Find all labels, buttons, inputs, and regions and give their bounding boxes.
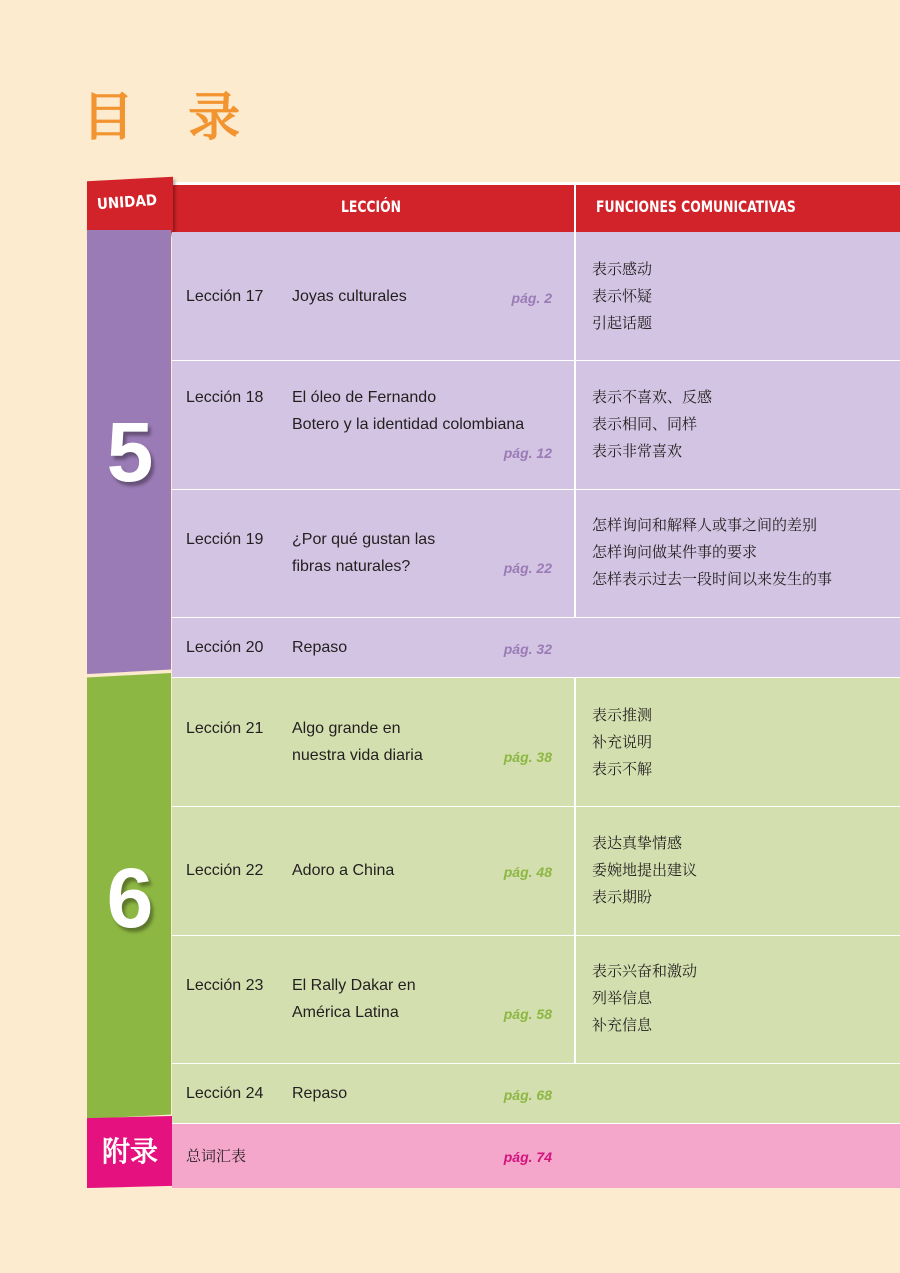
function-item: 表示相同、同样 [592, 415, 698, 433]
page-reference[interactable]: pág. 32 [503, 641, 552, 657]
page-reference[interactable]: pág. 22 [503, 560, 552, 576]
function-item: 怎样表示过去一段时间以来发生的事 [592, 570, 833, 588]
lesson-title-line2: América Latina [292, 1004, 399, 1021]
function-item: 表示不喜欢、反感 [592, 388, 713, 406]
function-item: 表示期盼 [592, 888, 653, 906]
lesson-number: Lección 23 [186, 977, 264, 994]
lesson-title: El Rally Dakar en [292, 977, 416, 994]
page-reference[interactable]: pág. 74 [503, 1149, 552, 1165]
communicative-functions [592, 512, 832, 593]
function-item: 表示怀疑 [592, 287, 653, 305]
page-reference[interactable]: pág. 38 [503, 749, 552, 765]
lesson-row-21[interactable] [172, 678, 900, 807]
column-divider [574, 678, 576, 806]
communicative-functions [592, 384, 712, 465]
communicative-functions [592, 256, 652, 337]
page-reference[interactable]: pág. 2 [511, 290, 552, 306]
lesson-title: Repaso [292, 639, 348, 656]
lesson-title-line2: Botero y la identidad colombiana [292, 416, 525, 433]
lesson-number: Lección 20 [186, 639, 264, 656]
appendix-row[interactable] [172, 1124, 900, 1188]
lesson-title: Joyas culturales [292, 288, 407, 305]
column-divider [574, 807, 576, 935]
function-item: 表示兴奋和激动 [592, 962, 698, 980]
function-item: 引起话题 [592, 314, 653, 332]
communicative-functions [592, 958, 697, 1039]
lesson-number: Lección 21 [186, 720, 264, 737]
header-unidad: UNIDAD [96, 190, 158, 214]
lesson-row-17[interactable] [172, 232, 900, 361]
function-item: 表示非常喜欢 [592, 442, 683, 460]
function-item: 补充说明 [592, 733, 653, 751]
column-divider [574, 490, 576, 617]
function-item: 委婉地提出建议 [592, 861, 698, 879]
page-reference[interactable]: pág. 58 [503, 1006, 552, 1022]
function-item: 补充信息 [592, 1016, 653, 1034]
function-item: 怎样询问做某件事的要求 [592, 543, 758, 561]
lesson-row-19[interactable] [172, 490, 900, 618]
lesson-title-line2: fibras naturales? [292, 558, 411, 575]
lesson-row-22[interactable] [172, 807, 900, 936]
lesson-title: Adoro a China [292, 862, 395, 879]
appendix-item: 总词汇表 [186, 1147, 247, 1165]
lesson-title-line2: nuestra vida diaria [292, 747, 423, 764]
lesson-number: Lección 18 [186, 389, 264, 406]
unit-5-number: 5 [106, 405, 154, 499]
lesson-number: Lección 17 [186, 288, 264, 305]
header-leccion: LECCIÓN [341, 197, 401, 216]
column-divider [574, 361, 576, 489]
lesson-row-24[interactable] [172, 1064, 900, 1124]
communicative-functions [592, 830, 697, 911]
page-reference[interactable]: pág. 68 [503, 1087, 552, 1103]
function-item: 表达真挚情感 [592, 834, 683, 852]
appendix-label: 附录 [101, 1135, 158, 1168]
lesson-row-23[interactable] [172, 936, 900, 1064]
function-item: 表示推测 [592, 706, 653, 724]
function-item: 表示感动 [592, 260, 653, 278]
function-item: 怎样询问和解释人或事之间的差别 [592, 516, 818, 534]
lesson-title: El óleo de Fernando [292, 389, 437, 406]
unit-6-number: 6 [106, 851, 154, 945]
lesson-title: Algo grande en [292, 720, 401, 737]
column-divider [574, 232, 576, 360]
column-divider [574, 936, 576, 1063]
lesson-row-18[interactable] [172, 361, 900, 490]
lesson-title: Repaso [292, 1085, 348, 1102]
lesson-row-20[interactable] [172, 618, 900, 678]
communicative-functions [592, 702, 652, 783]
page-reference[interactable]: pág. 48 [503, 864, 552, 880]
lesson-number: Lección 24 [186, 1085, 264, 1102]
lesson-number: Lección 19 [186, 531, 264, 548]
lesson-number: Lección 22 [186, 862, 264, 879]
page-reference[interactable]: pág. 12 [503, 445, 552, 461]
lesson-title: ¿Por qué gustan las [292, 531, 436, 548]
header-funciones: FUNCIONES COMUNICATIVAS [596, 197, 796, 216]
function-item: 表示不解 [592, 760, 653, 778]
header-divider [574, 182, 576, 232]
page-title: 目 录 [82, 88, 259, 148]
function-item: 列举信息 [592, 989, 653, 1007]
